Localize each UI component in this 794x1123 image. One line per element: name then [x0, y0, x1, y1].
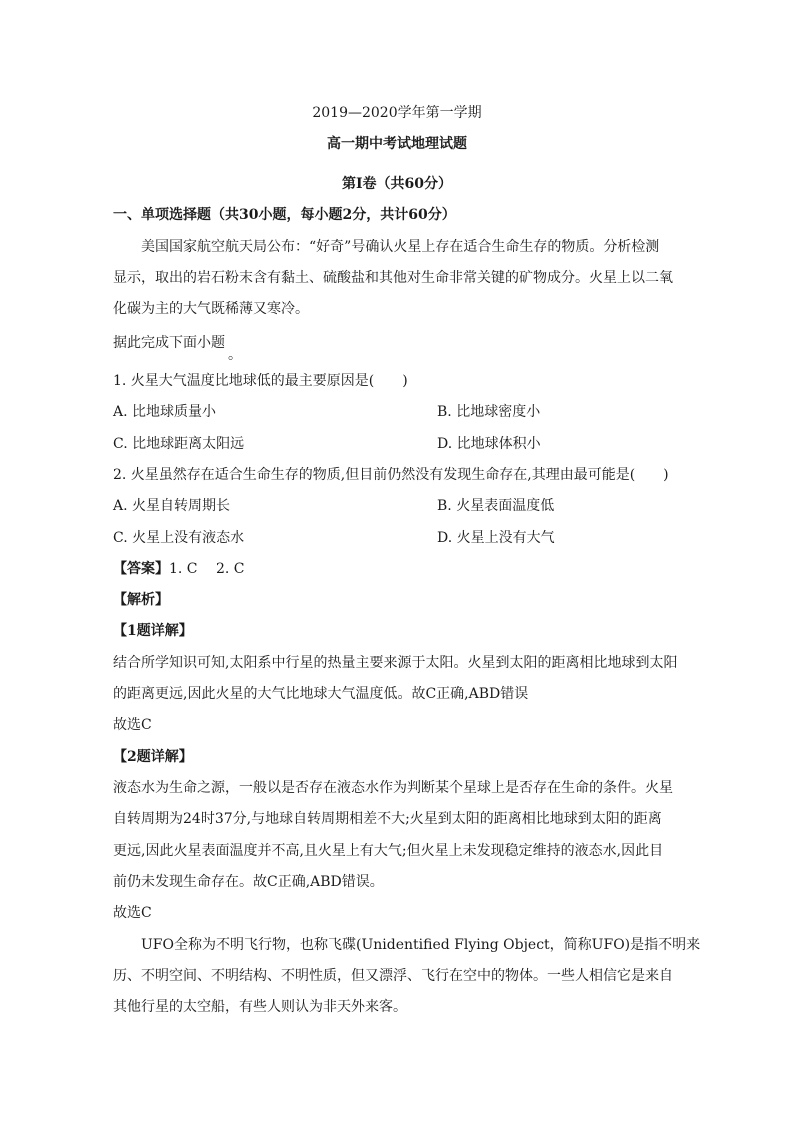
question-2-option-c: C. 火星上没有液态水 [113, 530, 245, 546]
q2-choice: 故选C [113, 905, 152, 921]
analysis-label: 【解析】 [113, 592, 169, 608]
question-2-option-a: A. 火星自转周期长 [113, 498, 231, 514]
passage1-line-2: 显示，取出的岩石粉末含有黏土、硫酸盐和其他对生命非常关键的矿物成分。火星上以二氧 [113, 270, 673, 286]
q1-detail-label: 【1题详解】 [113, 623, 193, 639]
passage2-line-3: 其他行星的太空船，有些人则认为非天外来客。 [113, 999, 407, 1015]
q1-detail-line-2: 的距离更远,因此火星的大气比地球大气温度低。故C正确,ABD错误 [113, 686, 529, 702]
q2-detail-line-3: 更远,因此火星表面温度并不高,且火星上有大气;但火星上未发现稳定维持的液态水,因此目 [113, 843, 664, 859]
passage2-line-1: UFO全称为不明飞行物，也称飞碟(Unidentified Flying Object，简称UFO)是指不明来 [141, 937, 701, 953]
answer-line [113, 559, 683, 579]
q2-detail-line-2: 自转周期为24时37分,与地球自转周期相差不大;火星到太阳的距离相比地球到太阳的距离 [113, 811, 662, 827]
question-2-option-b: B. 火星表面温度低 [437, 498, 555, 514]
year-term: 2019—2020学年第一学期 [312, 105, 482, 121]
q1-detail-line-1: 结合所学知识可知,太阳系中行星的热量主要来源于太阳。火星到太阳的距离相比地球到太阳 [113, 655, 678, 671]
exam-title: 高一期中考试地理试题 [327, 136, 467, 152]
q1-choice: 故选C [113, 717, 152, 733]
q2-detail-line-1: 液态水为生命之源，一般以是否存在液态水作为判断某个星球上是否存在生命的条件。火星 [113, 780, 673, 796]
question-1-option-a: A. 比地球质量小 [113, 404, 217, 420]
q2-detail-label: 【2题详解】 [113, 749, 193, 765]
passage1-instruction: 据此完成下面小题 [113, 335, 225, 351]
q2-detail-line-4: 前仍未发现生命存在。故C正确,ABD错误。 [113, 874, 384, 890]
passage1-line-3: 化碳为主的大气既稀薄又寒冷。 [113, 301, 309, 317]
answer-label: 【答案】 [113, 561, 169, 577]
section-title: 一、单项选择题（共30小题，每小题2分，共计60分） [113, 207, 456, 223]
question-2-option-d: D. 火星上没有大气 [437, 530, 555, 546]
question-1-option-d: D. 比地球体积小 [437, 436, 541, 452]
instruction-period: 。 [228, 347, 242, 363]
answer-value: 1. C 2. C [169, 561, 245, 577]
question-1-stem: 1. 火星大气温度比地球低的最主要原因是( ) [113, 373, 408, 389]
question-1-option-c: C. 比地球距离太阳远 [113, 436, 245, 452]
question-1-option-b: B. 比地球密度小 [437, 404, 541, 420]
volume-title: 第Ⅰ卷（共60分） [341, 176, 453, 192]
passage1-line-1: 美国国家航空航天局公布：“好奇”号确认火星上存在适合生命生存的物质。分析检测 [141, 239, 660, 255]
question-2-stem: 2. 火星虽然存在适合生命生存的物质,但目前仍然没有发现生命存在,其理由最可能是( ) [113, 467, 669, 483]
passage2-line-2: 历、不明空间、不明结构、不明性质，但又漂浮、飞行在空中的物体。一些人相信它是来自 [113, 968, 673, 984]
